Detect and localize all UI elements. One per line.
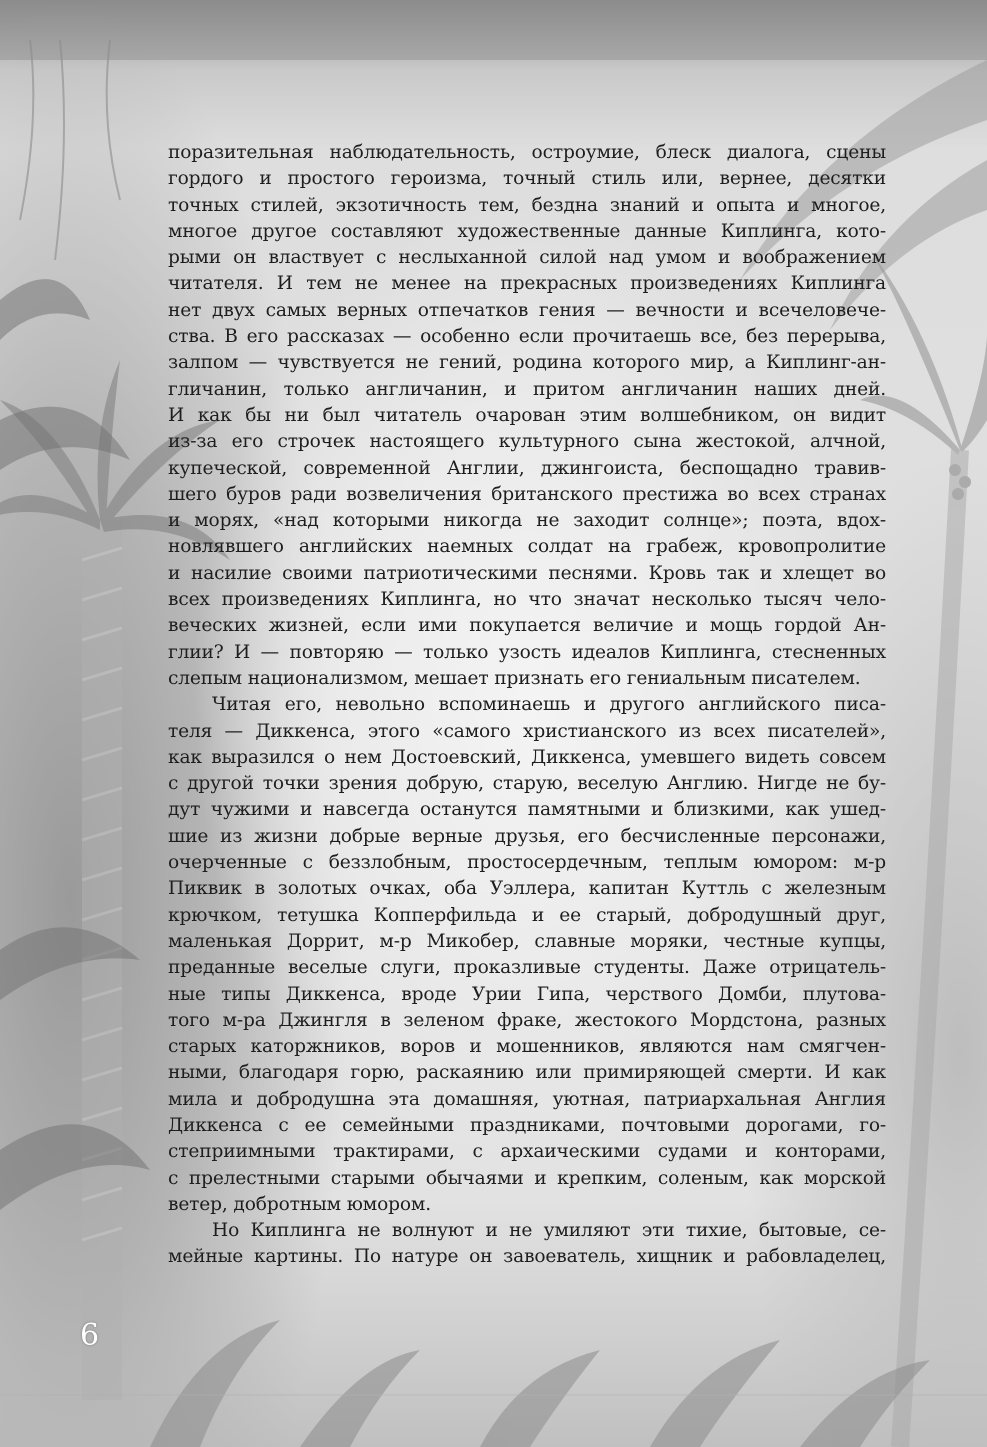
text-line: глии? И — повторяю — только узость идеалов Киплинга, стесненных bbox=[168, 641, 886, 663]
text-line: старых каторжников, воров и мошенников, являются нам смягчен- bbox=[168, 1036, 886, 1058]
page-number: 6 bbox=[80, 1318, 100, 1353]
text-line: рыми он властвует с неслыханной силой над умом и воображением bbox=[168, 247, 886, 269]
text-line: теля — Диккенса, этого «самого христианского из всех писателей», bbox=[168, 720, 886, 742]
text-line: степриимными трактирами, с архаическими судами и конторами, bbox=[168, 1141, 886, 1163]
text-line: шие из жизни добрые верные друзья, его бесчисленные персонажи, bbox=[168, 825, 886, 847]
left-foliage bbox=[0, 279, 150, 1210]
text-line: и насилие своими патриотическими песнями. Кровь так и хлещет во bbox=[168, 562, 886, 584]
bottom-foliage bbox=[150, 1320, 930, 1447]
paragraph-3 bbox=[168, 1218, 886, 1271]
text-line: ными, благодаря горю, раскаянию или примиряющей смерти. И как bbox=[168, 1062, 886, 1084]
text-line: ства. В его рассказах — особенно если прочитаешь все, без перерыва, bbox=[168, 326, 886, 348]
text-line: и морях, «над которыми никогда не заходит солнце»; поэта, вдох- bbox=[168, 510, 886, 532]
text-line: Пиквик в золотых очках, оба Уэллера, капитан Куттль с железным bbox=[168, 878, 886, 900]
top-left-vine bbox=[20, 40, 120, 260]
text-line: преданные веселые слуги, проказливые студенты. Даже отрицатель- bbox=[168, 957, 886, 979]
text-line: как выразился о нем Достоевский, Диккенса, умевшего видеть совсем bbox=[168, 746, 886, 768]
text-line: поразительная наблюдательность, остроумие, блеск диалога, сцены bbox=[168, 142, 886, 163]
text-line: многое другое составляют художественные данные Киплинга, кото- bbox=[168, 220, 886, 242]
text-line: залпом — чувствуется не гений, родина которого мир, а Киплинг-ан- bbox=[168, 352, 886, 374]
text-line: маленькая Доррит, м-р Микобер, славные моряки, честные купцы, bbox=[168, 930, 886, 952]
text-line: И как бы ни был читатель очарован этим волшебником, он видит bbox=[168, 404, 886, 426]
text-line: ные типы Диккенса, вроде Урии Гипа, черствого Домби, плутова- bbox=[168, 983, 886, 1005]
body-text bbox=[168, 140, 886, 1271]
text-line: очерченные с беззлобным, простосердечным, теплым юмором: м-р bbox=[168, 852, 886, 874]
text-line: читателя. И тем не менее на прекрасных произведениях Киплинга bbox=[168, 273, 886, 295]
paragraph-2 bbox=[168, 692, 886, 1218]
text-line: новлявшего английских наемных солдат на грабеж, кровопролитие bbox=[168, 536, 886, 558]
text-line: с другой точки зрения добрую, старую, веселую Англию. Нигде не бу- bbox=[168, 773, 886, 795]
text-line: веческих жизней, если ими покупается величие и мощь гордой Ан- bbox=[168, 615, 886, 637]
text-line: купеческой, современной Англии, джингоиста, беспощадно травив- bbox=[168, 457, 886, 479]
text-line: нет двух самых верных отпечатков гения — вечности и всечеловече- bbox=[168, 299, 886, 321]
text-line: шего буров ради возвеличения британского престижа во всех странах bbox=[168, 483, 886, 505]
text-line: гордого и простого героизма, точный стиль или, вернее, десятки bbox=[168, 168, 886, 190]
paragraph-1 bbox=[168, 140, 886, 692]
text-line: Диккенса с ее семейными праздниками, почтовыми дорогами, го- bbox=[168, 1114, 886, 1136]
text-line: дут чужими и навсегда останутся памятными и близкими, как ушед- bbox=[168, 799, 886, 821]
text-line: Читая его, невольно вспоминаешь и другого английского писа- bbox=[212, 694, 886, 716]
text-line: слепым национализмом, мешает признать его гениальным писателем. bbox=[168, 667, 861, 689]
text-line: точных стилей, экзотичность тем, бездна знаний и опыта и многое, bbox=[168, 194, 886, 216]
text-line: всех произведениях Киплинга, но что значат несколько тысяч чело- bbox=[168, 589, 886, 611]
text-line: гличанин, только англичанин, и притом англичанин наших дней. bbox=[168, 378, 886, 400]
text-line: из-за его строчек настоящего культурного сына жестокой, алчной, bbox=[168, 431, 886, 453]
text-line: Но Киплинга не волнуют и не умиляют эти тихие, бытовые, се- bbox=[212, 1220, 886, 1242]
text-line: мила и добродушна эта домашняя, уютная, патриархальная Англия bbox=[168, 1088, 886, 1110]
text-line: того м-ра Джингля в зеленом фраке, жестокого Мордстона, разных bbox=[168, 1009, 886, 1031]
text-line: с прелестными старыми обычаями и крепким, соленым, как морской bbox=[168, 1167, 886, 1189]
text-line: ветер, добротным юмором. bbox=[168, 1193, 431, 1215]
text-line: крючком, тетушка Копперфильда и ее старый, добродушный друг, bbox=[168, 904, 886, 926]
text-line: мейные картины. По натуре он завоеватель, хищник и рабовладелец, bbox=[168, 1246, 886, 1268]
